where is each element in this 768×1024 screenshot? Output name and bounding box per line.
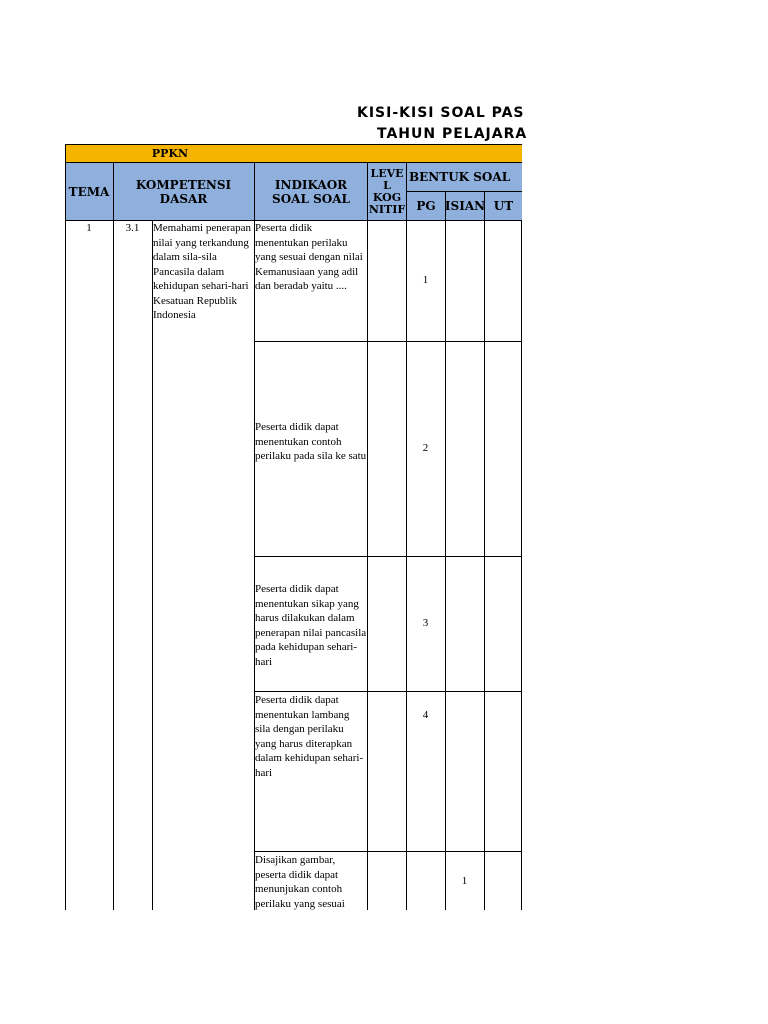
header-tema: TEMA — [68, 184, 110, 199]
indikator-cell: Peserta didik dapat menentukan contoh perilaku pada sila ke satu — [255, 421, 367, 462]
col-line — [521, 220, 522, 910]
header-isian: ISIAN — [445, 192, 484, 220]
tema-value: 1 — [86, 222, 92, 234]
col-line — [406, 220, 407, 910]
header-bentuk-soal: BENTUK SOAL — [406, 163, 522, 192]
indikator-cell: Peserta didik menentukan perilaku yang sesuai dengan nilai Kemanusiaan yang adil dan beradab yaitu .... — [255, 222, 363, 292]
indikator-cell: Disajikan gambar, peserta didik dapat menunjukan contoh perilaku yang sesuai — [255, 854, 345, 910]
row-separator — [254, 691, 522, 692]
col-line — [445, 220, 446, 910]
header-level-line1: LEVE — [370, 166, 404, 180]
header-level-line3: KOG — [372, 190, 402, 204]
pg-cell: 4 — [422, 709, 429, 721]
header-ut: UT — [484, 192, 522, 220]
col-line — [113, 220, 114, 910]
isian-cell: 1 — [461, 875, 468, 887]
col-line — [367, 220, 368, 910]
header-indikator — [254, 163, 367, 220]
kd-text: Memahami penerapan nilai yang terkandung dalam sila-sila Pancasila dalam kehidupan sehari-hari Kesatuan Republik Indonesia — [153, 222, 252, 321]
indikator-cell: Peserta didik dapat menentukan sikap yang harus dilakukan dalam penerapan nilai pancasila pada kehidupan sehari-hari — [255, 583, 367, 668]
row-separator — [254, 556, 522, 557]
header-indikator-line2: SOAL SOAL — [272, 191, 350, 206]
header-kompetensi-dasar: KOMPETENSI DASAR — [113, 163, 253, 220]
row-separator — [254, 851, 522, 852]
kd-number: 3.1 — [125, 222, 140, 234]
document-title-line1: KISI-KISI SOAL PAS — [357, 105, 525, 121]
kisi-kisi-table — [65, 144, 522, 910]
header-level-line4: NITIF — [368, 202, 406, 216]
indikator-cell: Peserta didik dapat menentukan lambang sila dengan perilaku yang harus diterapkan dalam kehidupan sehari-hari — [255, 694, 364, 779]
header-level-kognitif — [367, 163, 406, 220]
pg-cell: 3 — [422, 617, 429, 629]
header-level-line2: L — [383, 178, 391, 192]
header-indikator-line1: INDIKAOR — [274, 177, 348, 192]
col-line — [152, 220, 153, 910]
document-title-line2: TAHUN PELAJARA — [377, 126, 528, 142]
pg-cell: 1 — [422, 274, 429, 286]
header-pg: PG — [406, 192, 445, 220]
subject-label: PPKN — [151, 146, 189, 160]
col-line — [254, 220, 255, 910]
col-line — [484, 220, 485, 910]
row-separator — [254, 341, 522, 342]
pg-cell: 2 — [422, 442, 429, 454]
col-line — [65, 220, 66, 910]
